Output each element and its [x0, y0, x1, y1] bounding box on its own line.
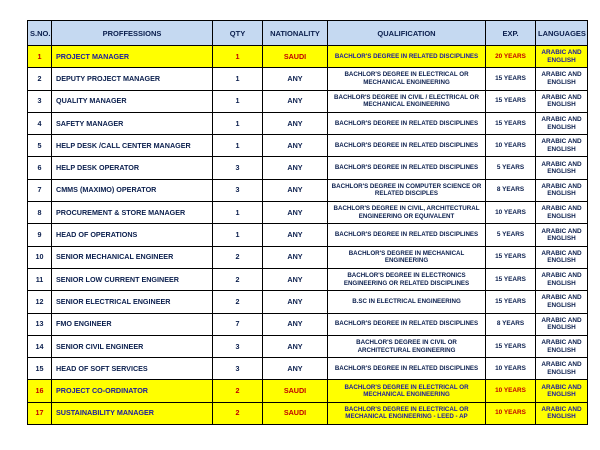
cell-nationality: SAUDI — [263, 380, 328, 402]
table-row — [28, 358, 588, 380]
cell-profession: QUALITY MANAGER — [52, 90, 213, 112]
table-header — [28, 21, 588, 46]
cell-qualification: BACHLOR'S DEGREE IN CIVIL OR ARCHITECTURAL ENGINEERING — [328, 335, 486, 357]
cell-sno: 10 — [28, 246, 52, 268]
cell-sno: 3 — [28, 90, 52, 112]
table-row — [28, 380, 588, 402]
cell-languages: ARABIC AND ENGLISH — [536, 135, 588, 157]
cell-nationality: ANY — [263, 68, 328, 90]
cell-nationality: ANY — [263, 112, 328, 134]
cell-languages: ARABIC AND ENGLISH — [536, 179, 588, 201]
cell-experience: 10 YEARS — [486, 402, 536, 424]
cell-qualification: BACHLOR'S DEGREE IN RELATED DISCIPLINES — [328, 157, 486, 179]
table-row — [28, 179, 588, 201]
cell-qualification: BACHLOR'S DEGREE IN RELATED DISCIPLINES — [328, 135, 486, 157]
cell-experience: 20 YEARS — [486, 46, 536, 68]
cell-qualification: B.SC IN ELECTRICAL ENGINEERING — [328, 291, 486, 313]
cell-qty: 2 — [213, 402, 263, 424]
cell-qty: 2 — [213, 291, 263, 313]
cell-profession: SENIOR CIVIL ENGINEER — [52, 335, 213, 357]
header-sno: S.NO. — [28, 21, 52, 46]
cell-profession: HELP DESK /CALL CENTER MANAGER — [52, 135, 213, 157]
cell-experience: 15 YEARS — [486, 112, 536, 134]
cell-experience: 15 YEARS — [486, 68, 536, 90]
cell-experience: 8 YEARS — [486, 179, 536, 201]
cell-sno: 4 — [28, 112, 52, 134]
cell-nationality: ANY — [263, 246, 328, 268]
table-row — [28, 224, 588, 246]
cell-languages: ARABIC AND ENGLISH — [536, 112, 588, 134]
cell-nationality: SAUDI — [263, 46, 328, 68]
cell-qty: 1 — [213, 90, 263, 112]
cell-languages: ARABIC AND ENGLISH — [536, 335, 588, 357]
table-row — [28, 402, 588, 424]
cell-experience: 8 YEARS — [486, 313, 536, 335]
cell-nationality: ANY — [263, 157, 328, 179]
table-row — [28, 90, 588, 112]
cell-qty: 3 — [213, 179, 263, 201]
cell-experience: 15 YEARS — [486, 246, 536, 268]
positions-table — [27, 20, 588, 425]
table-body — [28, 46, 588, 425]
cell-qualification: BACHLOR'S DEGREE IN RELATED DISCIPLINES — [328, 224, 486, 246]
table-row — [28, 112, 588, 134]
cell-nationality: ANY — [263, 135, 328, 157]
cell-qty: 2 — [213, 268, 263, 290]
cell-qty: 1 — [213, 202, 263, 224]
cell-qualification: BACHLOR'S DEGREE IN CIVIL, ARCHITECTURAL ENGINEERING OR EQUIVALENT — [328, 202, 486, 224]
cell-nationality: ANY — [263, 224, 328, 246]
cell-sno: 11 — [28, 268, 52, 290]
table-row — [28, 46, 588, 68]
header-professions: PROFFESSIONS — [52, 21, 213, 46]
table-row — [28, 246, 588, 268]
cell-nationality: SAUDI — [263, 402, 328, 424]
cell-sno: 12 — [28, 291, 52, 313]
table-row — [28, 68, 588, 90]
table-row — [28, 291, 588, 313]
cell-qualification: BACHLOR'S DEGREE IN MECHANICAL ENGINEERING — [328, 246, 486, 268]
cell-qty: 3 — [213, 335, 263, 357]
cell-qty: 1 — [213, 46, 263, 68]
cell-languages: ARABIC AND ENGLISH — [536, 268, 588, 290]
cell-sno: 13 — [28, 313, 52, 335]
table-row — [28, 313, 588, 335]
cell-sno: 8 — [28, 202, 52, 224]
cell-experience: 5 YEARS — [486, 224, 536, 246]
cell-sno: 9 — [28, 224, 52, 246]
cell-profession: FMO ENGINEER — [52, 313, 213, 335]
cell-languages: ARABIC AND ENGLISH — [536, 291, 588, 313]
cell-profession: PROCUREMENT & STORE MANAGER — [52, 202, 213, 224]
cell-languages: ARABIC AND ENGLISH — [536, 46, 588, 68]
cell-qualification: BACHLOR'S DEGREE IN RELATED DISCIPLINES — [328, 46, 486, 68]
cell-sno: 15 — [28, 358, 52, 380]
cell-experience: 15 YEARS — [486, 268, 536, 290]
cell-nationality: ANY — [263, 291, 328, 313]
cell-nationality: ANY — [263, 358, 328, 380]
header-qty: QTY — [213, 21, 263, 46]
header-row — [28, 21, 588, 46]
table-row — [28, 268, 588, 290]
cell-qualification: BACHLOR'S DEGREE IN ELECTRONICS ENGINEERING OR RELATED DISCIPLINES — [328, 268, 486, 290]
cell-profession: PROJECT MANAGER — [52, 46, 213, 68]
cell-qty: 3 — [213, 358, 263, 380]
cell-qualification: BACHLOR'S DEGREE IN CIVIL / ELECTRICAL OR MECHANICAL ENGINEERING — [328, 90, 486, 112]
cell-qty: 1 — [213, 224, 263, 246]
table-row — [28, 202, 588, 224]
cell-sno: 16 — [28, 380, 52, 402]
cell-experience: 10 YEARS — [486, 380, 536, 402]
cell-languages: ARABIC AND ENGLISH — [536, 380, 588, 402]
cell-profession: HELP DESK OPERATOR — [52, 157, 213, 179]
cell-profession: SUSTAINABILITY MANAGER — [52, 402, 213, 424]
cell-experience: 10 YEARS — [486, 135, 536, 157]
cell-languages: ARABIC AND ENGLISH — [536, 313, 588, 335]
cell-languages: ARABIC AND ENGLISH — [536, 358, 588, 380]
cell-qualification: BACHLOR'S DEGREE IN ELECTRICAL OR MECHANICAL ENGINEERING - LEED - AP — [328, 402, 486, 424]
cell-qty: 7 — [213, 313, 263, 335]
cell-languages: ARABIC AND ENGLISH — [536, 402, 588, 424]
cell-profession: HEAD OF SOFT SERVICES — [52, 358, 213, 380]
cell-qty: 3 — [213, 157, 263, 179]
cell-sno: 17 — [28, 402, 52, 424]
cell-experience: 10 YEARS — [486, 202, 536, 224]
cell-profession: CMMS (MAXIMO) OPERATOR — [52, 179, 213, 201]
cell-nationality: ANY — [263, 268, 328, 290]
cell-nationality: ANY — [263, 179, 328, 201]
cell-qualification: BACHLOR'S DEGREE IN RELATED DISCIPLINES — [328, 358, 486, 380]
cell-languages: ARABIC AND ENGLISH — [536, 202, 588, 224]
cell-languages: ARABIC AND ENGLISH — [536, 157, 588, 179]
cell-profession: SENIOR LOW CURRENT ENGINEER — [52, 268, 213, 290]
cell-qty: 1 — [213, 135, 263, 157]
cell-languages: ARABIC AND ENGLISH — [536, 90, 588, 112]
cell-qualification: BACHLOR'S DEGREE IN RELATED DISCIPLINES — [328, 313, 486, 335]
table-row — [28, 157, 588, 179]
table-row — [28, 335, 588, 357]
cell-nationality: ANY — [263, 313, 328, 335]
cell-qty: 2 — [213, 246, 263, 268]
cell-sno: 7 — [28, 179, 52, 201]
cell-nationality: ANY — [263, 335, 328, 357]
recruitment-table-sheet — [27, 20, 587, 425]
cell-qty: 1 — [213, 68, 263, 90]
header-languages: LANGUAGES — [536, 21, 588, 46]
cell-experience: 10 YEARS — [486, 358, 536, 380]
cell-sno: 5 — [28, 135, 52, 157]
cell-experience: 15 YEARS — [486, 335, 536, 357]
cell-languages: ARABIC AND ENGLISH — [536, 246, 588, 268]
cell-nationality: ANY — [263, 202, 328, 224]
cell-sno: 6 — [28, 157, 52, 179]
header-exp: EXP. — [486, 21, 536, 46]
cell-qualification: BACHLOR'S DEGREE IN ELECTRICAL OR MECHANICAL ENGINEERING — [328, 68, 486, 90]
cell-experience: 15 YEARS — [486, 90, 536, 112]
cell-profession: SAFETY MANAGER — [52, 112, 213, 134]
cell-qualification: BACHLOR'S DEGREE IN ELECTRICAL OR MECHANICAL ENGINEERING — [328, 380, 486, 402]
cell-languages: ARABIC AND ENGLISH — [536, 224, 588, 246]
header-nationality: NATIONALITY — [263, 21, 328, 46]
cell-profession: DEPUTY PROJECT MANAGER — [52, 68, 213, 90]
cell-profession: SENIOR MECHANICAL ENGINEER — [52, 246, 213, 268]
cell-qualification: BACHLOR'S DEGREE IN RELATED DISCIPLINES — [328, 112, 486, 134]
cell-experience: 5 YEARS — [486, 157, 536, 179]
cell-sno: 14 — [28, 335, 52, 357]
table-row — [28, 135, 588, 157]
cell-experience: 15 YEARS — [486, 291, 536, 313]
cell-nationality: ANY — [263, 90, 328, 112]
cell-qualification: BACHLOR'S DEGREE IN COMPUTER SCIENCE OR RELATED DISCIPLES — [328, 179, 486, 201]
header-qualification: QUALIFICATION — [328, 21, 486, 46]
cell-languages: ARABIC AND ENGLISH — [536, 68, 588, 90]
cell-profession: HEAD OF OPERATIONS — [52, 224, 213, 246]
cell-sno: 1 — [28, 46, 52, 68]
cell-profession: PROJECT CO-ORDINATOR — [52, 380, 213, 402]
cell-qty: 2 — [213, 380, 263, 402]
cell-profession: SENIOR ELECTRICAL ENGINEER — [52, 291, 213, 313]
cell-sno: 2 — [28, 68, 52, 90]
cell-qty: 1 — [213, 112, 263, 134]
